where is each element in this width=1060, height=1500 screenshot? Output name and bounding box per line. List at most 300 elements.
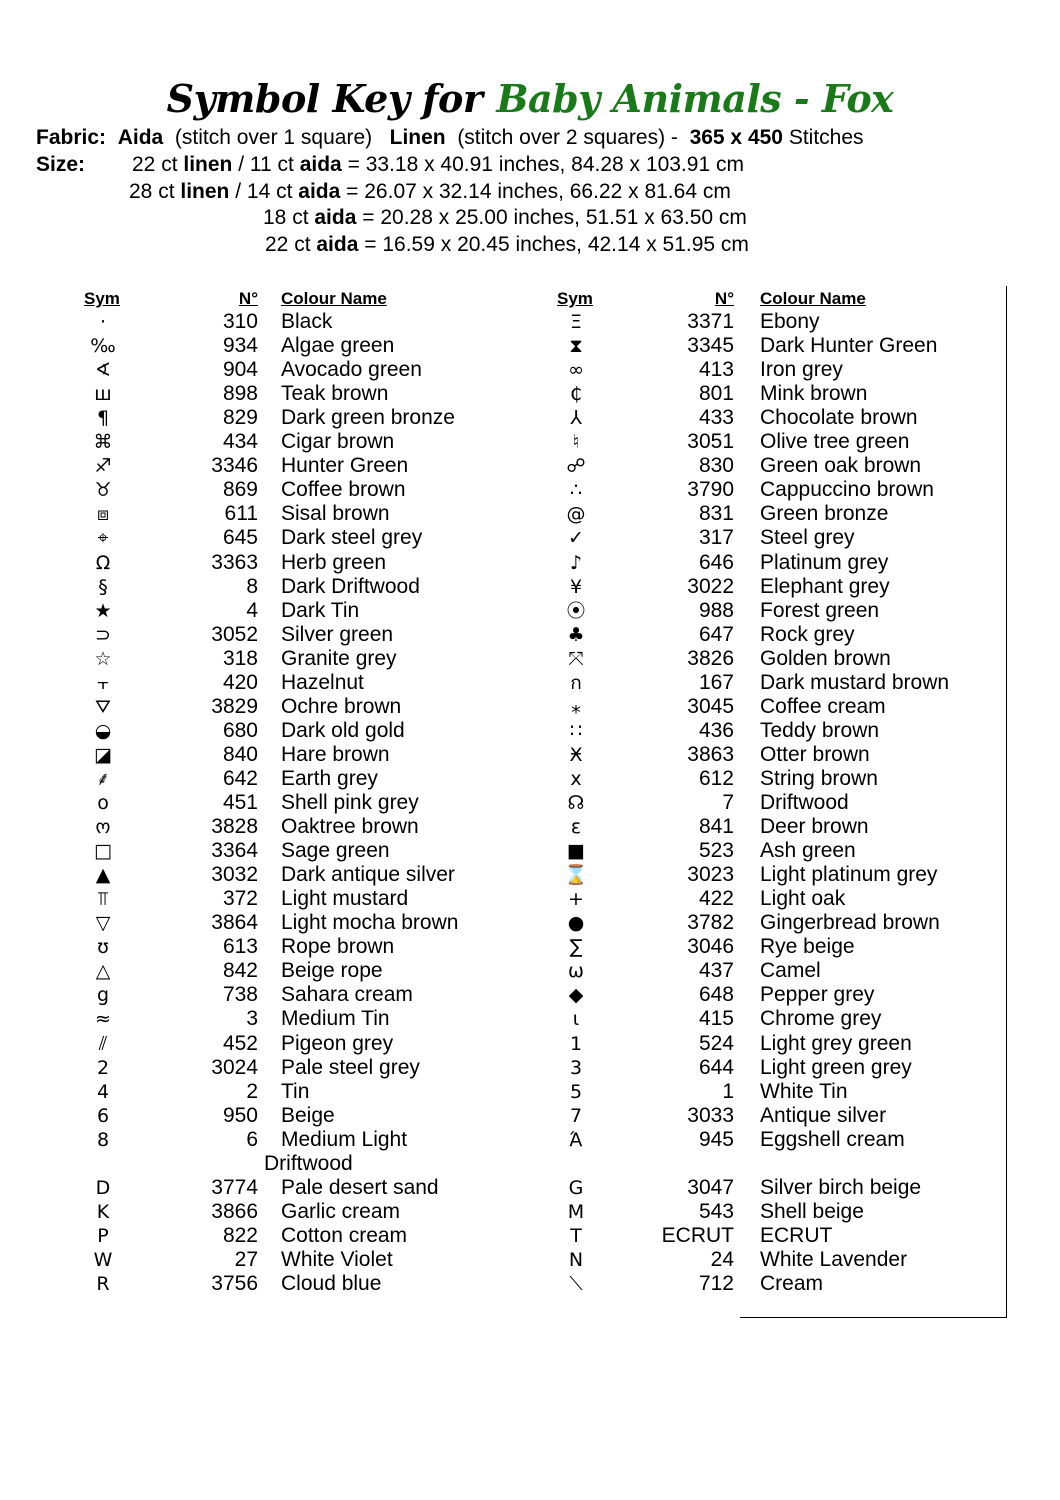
size-fabric: aida [316,233,359,256]
symbol-glyph: ✓ [568,527,584,550]
key-row [0,1080,1060,1104]
thread-number: 3047 [687,1175,734,1199]
thread-number: 898 [222,382,258,406]
colour-name: Cappuccino brown [760,478,934,502]
key-row [0,502,1060,526]
key-row [0,1200,1060,1224]
colour-name: Dark Driftwood [281,574,420,598]
colour-name: String brown [760,766,878,790]
thread-number: 3864 [211,911,258,935]
size-label: Size: [36,153,86,176]
symbol-glyph: ♉ [94,479,112,502]
symbol-glyph: ɩ [572,1008,580,1031]
colour-name: Silver birch beige [760,1175,922,1199]
thread-number: 433 [698,406,734,430]
colour-name: Chocolate brown [760,406,918,430]
key-row [0,430,1060,454]
bottom-border [740,1317,1007,1318]
symbol-glyph: ▲ [95,864,111,887]
thread-number: 869 [222,478,258,502]
symbol-glyph: Ω [95,551,111,574]
colour-name: Granite grey [281,646,397,670]
key-row [0,623,1060,647]
thread-number: 822 [222,1223,258,1247]
symbol-glyph: + [568,888,584,911]
thread-number: 612 [698,766,734,790]
key-row [0,695,1060,719]
symbol-glyph: ⸙ [95,767,111,790]
colour-name: Mink brown [760,382,868,406]
symbol-glyph: ⫪ [97,888,109,911]
symbol-glyph: Ӿ [569,743,583,766]
thread-number: 3790 [687,478,734,502]
thread-number: 318 [222,646,258,670]
colour-name: Cigar brown [281,430,395,454]
symbol-glyph: ⤧ [568,647,584,670]
thread-number: 801 [698,382,734,406]
colour-name: Black [281,310,333,333]
key-row [0,599,1060,623]
symbol-glyph: D [95,1176,111,1199]
symbol-glyph: ▽ [95,912,111,935]
key-row [0,1128,1060,1152]
key-row [0,1056,1060,1080]
symbol-glyph: ⟍ [569,1273,583,1295]
colour-name: Ochre brown [281,694,402,718]
thread-number: 8 [246,574,258,598]
thread-number: 437 [698,959,734,983]
symbol-glyph: 6 [96,1104,110,1127]
thread-number: 3052 [211,622,258,646]
symbol-glyph: @ [566,503,586,526]
symbol-glyph: ⊃ [95,623,111,646]
thread-number: 3033 [687,1103,734,1127]
thread-number: 647 [698,622,734,646]
symbol-glyph: ო [95,816,111,839]
thread-number: 420 [222,670,258,694]
thread-number: 167 [698,670,734,694]
symbol-glyph: ■ [567,840,585,863]
colour-name: Green bronze [760,502,889,526]
size-line-2 [129,180,731,204]
key-row [0,358,1060,382]
right-header-name: Colour Name [760,289,866,308]
symbol-glyph: Ξ [569,311,582,333]
colour-name: Chrome grey [760,1007,882,1031]
thread-number: 3045 [687,694,734,718]
symbol-glyph: K [96,1200,110,1223]
colour-name: Avocado green [281,358,422,382]
thread-number: 648 [698,983,734,1007]
colour-name: Dark Tin [281,598,360,622]
fabric-aida: Aida [117,126,164,149]
thread-number: 712 [698,1272,734,1295]
stitch-count: 365 x 450 [689,126,783,149]
symbol-glyph: ⫽ [98,1032,108,1055]
key-row [0,911,1060,935]
colour-name: ECRUT [760,1223,833,1247]
colour-name: Teddy brown [760,718,880,742]
colour-name: White Violet [281,1247,393,1271]
thread-number: 310 [222,310,258,333]
key-row [0,671,1060,695]
colour-name: Pale steel grey [281,1055,420,1079]
page-title [0,76,1060,121]
thread-number: 829 [222,406,258,430]
symbol-glyph: ◪ [94,743,112,766]
thread-number: 840 [222,742,258,766]
key-row [0,1248,1060,1272]
colour-name: Hare brown [281,742,390,766]
thread-number: 644 [698,1055,734,1079]
colour-name: Tin [281,1079,310,1103]
left-header-num: N° [238,289,258,308]
key-row [0,526,1060,550]
thread-number: 3051 [687,430,734,454]
symbol-glyph: 7 [569,1104,583,1127]
size-dimensions: = 20.28 x 25.00 inches, 51.51 x 63.50 cm [362,206,747,229]
symbol-glyph: o [97,792,109,814]
thread-number: 2 [246,1079,258,1103]
colour-name: Medium Tin [281,1007,390,1031]
colour-name: Herb green [281,550,387,574]
symbol-glyph: ⌖ [97,527,109,550]
size-count: 28 ct [129,180,175,203]
colour-name: Earth grey [281,766,378,790]
thread-number: 413 [698,358,734,382]
size-line-4 [265,233,749,257]
size-dimensions: = 26.07 x 32.14 inches, 66.22 x 81.64 cm [346,180,731,203]
symbol-glyph: ☊ [567,792,585,814]
colour-name: Deer brown [760,815,869,839]
thread-number: 3826 [687,646,734,670]
thread-number: 452 [222,1031,258,1055]
thread-number: 680 [222,718,258,742]
symbol-glyph: P [97,1224,109,1247]
colour-name: Shell pink grey [281,791,419,814]
colour-name: Dark steel grey [281,526,423,550]
symbol-glyph: ¥ [569,575,583,598]
symbol-glyph: 4 [96,1080,110,1103]
symbol-glyph: ☆ [94,647,112,670]
right-header-num: N° [714,289,734,308]
thread-number: 3364 [211,839,258,863]
symbol-glyph: ● [567,912,585,935]
key-row [0,1007,1060,1031]
symbol-glyph: ★ [94,599,112,622]
symbol-glyph: △ [95,960,111,983]
key-row [0,839,1060,863]
thread-number: 434 [222,430,258,454]
symbol-glyph: ♣ [567,623,585,646]
thread-number: 422 [698,887,734,911]
size-count-alt: / 11 ct [238,153,294,176]
symbol-glyph: ♐ [94,455,112,478]
thread-number: 3828 [211,815,258,839]
size-count-alt: / 14 ct [235,180,293,203]
thread-number: 415 [698,1007,734,1031]
symbol-glyph: ♮ [572,431,580,454]
key-row [0,454,1060,478]
size-count: 22 ct [132,153,178,176]
key-row [0,719,1060,743]
colour-name: Pale desert sand [281,1175,439,1199]
fabric-label: Fabric: [36,126,107,149]
symbol-glyph: ☍ [566,455,586,478]
thread-number: 950 [222,1103,258,1127]
symbol-glyph: 2 [96,1056,110,1079]
symbol-glyph: □ [94,840,112,863]
colour-name: Steel grey [760,526,855,550]
symbol-glyph: N [568,1248,584,1271]
symbol-glyph: 5 [569,1080,583,1103]
symbol-glyph: ⧗ [569,335,583,358]
thread-number: 3829 [211,694,258,718]
symbol-glyph: ⫟ [97,671,109,694]
thread-number: 3023 [687,863,734,887]
key-row [0,1272,1060,1296]
symbol-glyph: ⁎ [571,695,581,718]
thread-number: 6 [246,1127,258,1151]
symbol-glyph: 3 [569,1056,583,1079]
symbol-glyph: ⧈ [96,503,110,526]
title-pattern-name: Baby Animals - Fox [496,76,894,121]
symbol-glyph: ⅄ [570,407,582,430]
symbol-glyph: § [98,575,108,598]
symbol-glyph: ∴ [569,479,583,502]
size-fabric-alt: aida [299,153,342,176]
colour-name: Light oak [760,887,846,911]
key-row [0,815,1060,839]
size-fabric: aida [314,206,357,229]
size-dimensions: = 16.59 x 20.45 inches, 42.14 x 51.95 cm [364,233,749,256]
colour-name: Iron grey [760,358,843,382]
symbol-glyph: M [567,1200,585,1223]
key-row [0,1104,1060,1128]
colour-name: Green oak brown [760,454,922,478]
size-line-1 [132,153,744,177]
colour-name: Teak brown [281,382,389,406]
colour-name: Coffee cream [760,694,886,718]
colour-name: Otter brown [760,742,870,766]
thread-number: 934 [222,334,258,358]
thread-number: 611 [224,502,258,526]
colour-name: Dark Hunter Green [760,334,938,358]
stitch-label: Stitches [788,126,864,149]
colour-name: Olive tree green [760,430,910,454]
size-label-line [36,153,85,177]
colour-name: Algae green [281,334,395,358]
colour-name: White Tin [760,1079,848,1103]
colour-name: White Lavender [760,1247,908,1271]
colour-name: Antique silver [760,1103,887,1127]
colour-name: Beige [281,1103,335,1127]
thread-number: 4 [246,598,258,622]
key-row [0,743,1060,767]
colour-name: Medium Light [281,1127,408,1151]
symbol-glyph: ш [94,383,112,406]
size-line-3 [263,206,747,230]
size-fabric: linen [183,153,233,176]
thread-number: 738 [222,983,258,1007]
thread-number: 317 [698,526,734,550]
title-prefix: Symbol Key for [166,76,483,121]
key-row [0,406,1060,430]
thread-number: 24 [710,1247,734,1271]
thread-number: 646 [698,550,734,574]
colour-name: Shell beige [760,1199,864,1223]
thread-number: 3345 [687,334,734,358]
colour-name: Ash green [760,839,856,863]
key-row [0,935,1060,959]
size-fabric-alt: aida [298,180,341,203]
thread-number: 830 [698,454,734,478]
colour-name: Cream [760,1272,824,1295]
thread-number: 3863 [687,742,734,766]
colour-name: Silver green [281,622,394,646]
colour-name: Cloud blue [281,1272,382,1295]
colour-name: Hazelnut [281,670,364,694]
size-dimensions: = 33.18 x 40.91 inches, 84.28 x 103.91 cm [347,153,744,176]
thread-number: 3022 [687,574,734,598]
thread-number: 3046 [687,935,734,959]
colour-name: Rye beige [760,935,855,959]
colour-name: Cotton cream [281,1223,408,1247]
symbol-glyph: ◒ [94,719,112,742]
key-row [0,551,1060,575]
colour-name: Light green grey [760,1055,912,1079]
thread-number: 3756 [211,1272,258,1295]
thread-number: 642 [222,766,258,790]
symbol-glyph: ♪ [569,551,583,574]
thread-number: ECRUT [661,1223,734,1247]
colour-name: Garlic cream [281,1199,401,1223]
thread-number: 3 [246,1007,258,1031]
fabric-line [36,126,864,150]
thread-number: 904 [222,358,258,382]
symbol-glyph: x [570,767,582,790]
left-header-name: Colour Name [281,289,387,308]
symbol-glyph: ‰ [90,335,116,358]
thread-number: 945 [698,1127,734,1151]
symbol-glyph: R [96,1273,110,1295]
thread-number: 523 [698,839,734,863]
symbol-glyph: ʊ [97,936,109,959]
colour-name: Pigeon grey [281,1031,394,1055]
symbol-glyph: ω [568,960,584,983]
right-border [1006,286,1007,1318]
thread-number: 451 [222,791,258,814]
key-row [0,983,1060,1007]
thread-number: 436 [698,718,734,742]
thread-number: 3032 [211,863,258,887]
symbol-glyph: G [568,1176,584,1199]
symbol-glyph: ∑ [569,936,583,959]
thread-number: 524 [698,1031,734,1055]
colour-name: Sisal brown [281,502,390,526]
colour-name: Dark mustard brown [760,670,950,694]
thread-number: 3782 [687,911,734,935]
colour-name: Gingerbread brown [760,911,940,935]
symbol-glyph: ≈ [95,1008,111,1031]
colour-name: Oaktree brown [281,815,419,839]
thread-number: 841 [698,815,734,839]
thread-number: 3774 [211,1175,258,1199]
key-row [0,1224,1060,1248]
thread-number: 1 [722,1079,734,1103]
fabric-aida-note: (stitch over 1 square) [174,126,373,149]
thread-number: 3371 [687,310,734,333]
colour-name: Eggshell cream [760,1127,905,1151]
key-row [0,310,1060,334]
fabric-linen-note: (stitch over 2 squares) - [457,126,678,149]
symbol-glyph: ε [570,816,582,839]
colour-name: Ebony [760,310,820,333]
symbol-glyph: ◆ [568,984,584,1007]
colour-name: Light platinum grey [760,863,938,887]
thread-number: 613 [222,935,258,959]
symbol-glyph: ⛛ [95,695,111,718]
key-row [0,767,1060,791]
key-row [0,791,1060,815]
colour-name: Sahara cream [281,983,413,1007]
thread-number: 842 [222,959,258,983]
key-row [0,334,1060,358]
colour-name: Light grey green [760,1031,912,1055]
symbol-glyph: ∷ [569,719,583,742]
fabric-linen: Linen [389,126,446,149]
symbol-glyph: ⌘ [93,431,113,454]
colour-name: Forest green [760,598,880,622]
colour-name: Light mustard [281,887,409,911]
symbol-glyph: Ά [569,1128,583,1151]
colour-name: Pepper grey [760,983,875,1007]
key-row [0,647,1060,671]
colour-name: Rock grey [760,622,855,646]
thread-number: 645 [222,526,258,550]
colour-name: Beige rope [281,959,383,983]
symbol-glyph: ⦿ [566,599,586,622]
colour-name: Dark old gold [281,718,405,742]
colour-name: Sage green [281,839,390,863]
size-count: 22 ct [265,233,311,256]
colour-name: Hunter Green [281,454,409,478]
symbol-glyph: g [96,984,110,1007]
symbol-glyph: ¶ [96,407,110,430]
symbol-glyph: · [99,311,107,333]
colour-name: Elephant grey [760,574,890,598]
thread-number: 3866 [211,1199,258,1223]
thread-number: 3346 [211,454,258,478]
key-row [0,1176,1060,1200]
thread-number: 3024 [211,1055,258,1079]
colour-name: Driftwood [760,791,849,814]
colour-name: Golden brown [760,646,891,670]
size-count: 18 ct [263,206,309,229]
thread-number: 543 [698,1199,734,1223]
key-row [0,1032,1060,1056]
right-header-sym: Sym [557,289,593,308]
thread-number: 831 [698,502,734,526]
symbol-glyph: W [93,1248,113,1271]
colour-name: Dark green bronze [281,406,455,430]
symbol-glyph: T [570,1224,582,1247]
symbol-glyph: ก [570,671,582,694]
key-row [0,575,1060,599]
colour-name: Dark antique silver [281,863,455,887]
thread-number: 7 [722,791,734,814]
colour-name: Light mocha brown [281,911,459,935]
